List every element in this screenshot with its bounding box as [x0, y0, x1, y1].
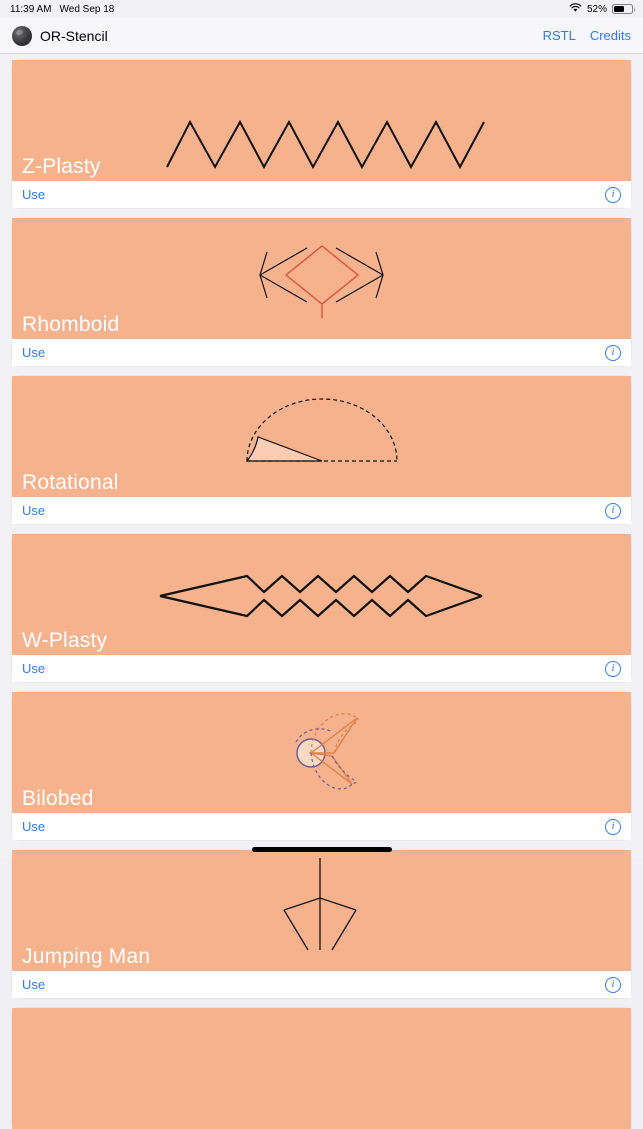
- stencil-title: Jumping Man: [22, 945, 151, 968]
- info-icon[interactable]: i: [605, 503, 621, 519]
- card-footer: [12, 655, 631, 682]
- list-item[interactable]: [12, 692, 631, 840]
- use-button[interactable]: Use: [22, 819, 46, 834]
- page-title: OR-Stencil: [40, 27, 108, 44]
- stencil-title: Rhomboid: [22, 313, 120, 336]
- stencil-preview-jumpingman: [12, 850, 631, 971]
- battery-percent: 52%: [586, 3, 607, 15]
- stencil-list[interactable]: [0, 54, 643, 1129]
- home-indicator: [252, 847, 392, 852]
- status-time: 11:39 AM: [10, 3, 52, 15]
- card-footer: [12, 497, 631, 524]
- list-item[interactable]: [12, 1008, 631, 1129]
- use-button[interactable]: Use: [22, 661, 46, 676]
- list-item[interactable]: [12, 60, 631, 208]
- list-item[interactable]: [12, 218, 631, 366]
- info-icon[interactable]: i: [605, 345, 621, 361]
- stencil-title: Bilobed: [22, 787, 94, 810]
- card-footer: [12, 813, 631, 840]
- app-logo-icon: [12, 26, 32, 46]
- card-footer: [12, 181, 631, 208]
- stencil-preview-rhomboid: [12, 218, 631, 339]
- use-button[interactable]: Use: [22, 503, 46, 518]
- status-bar-left: [10, 4, 114, 15]
- stencil-preview-wplasty: [12, 534, 631, 655]
- status-bar: [0, 0, 643, 18]
- use-button[interactable]: Use: [22, 187, 46, 202]
- info-icon[interactable]: i: [605, 661, 621, 677]
- credits-button[interactable]: Credits: [589, 28, 631, 43]
- use-button[interactable]: Use: [22, 977, 46, 992]
- status-date: Wed Sep 18: [59, 3, 115, 15]
- info-icon[interactable]: i: [605, 819, 621, 835]
- battery-icon: [612, 4, 633, 14]
- wifi-icon: [569, 3, 582, 16]
- info-icon[interactable]: i: [605, 977, 621, 993]
- nav-actions: [543, 28, 631, 43]
- card-footer: [12, 339, 631, 366]
- card-footer: [12, 971, 631, 998]
- stencil-preview-rotational: [12, 376, 631, 497]
- stencil-preview-zplasty: [12, 60, 631, 181]
- list-item[interactable]: [12, 534, 631, 682]
- list-item[interactable]: [12, 850, 631, 998]
- stencil-title: W-Plasty: [22, 629, 108, 652]
- use-button[interactable]: Use: [22, 345, 46, 360]
- navigation-bar: [0, 18, 643, 54]
- stencil-preview-partial: [12, 1008, 631, 1129]
- stencil-title: Rotational: [22, 471, 119, 494]
- stencil-title: Z-Plasty: [22, 155, 101, 178]
- info-icon[interactable]: i: [605, 187, 621, 203]
- stencil-preview-bilobed: [12, 692, 631, 813]
- status-bar-right: [569, 3, 633, 16]
- rstl-button[interactable]: RSTL: [542, 28, 576, 43]
- list-item[interactable]: [12, 376, 631, 524]
